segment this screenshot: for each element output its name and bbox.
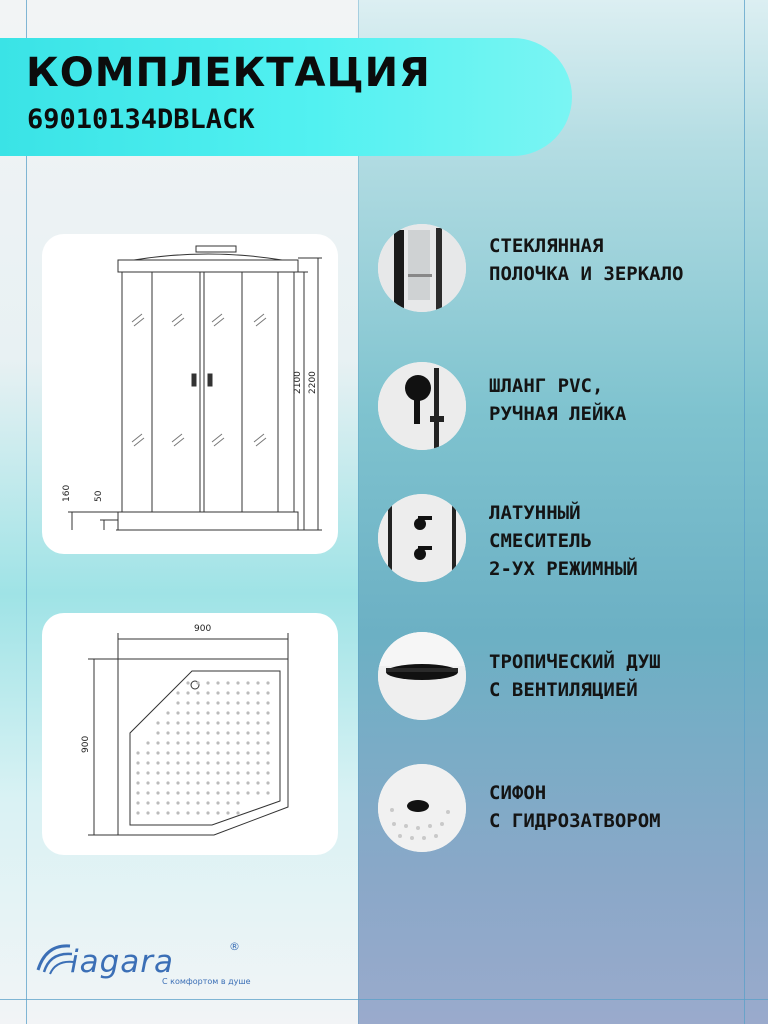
top-view-card: [42, 613, 338, 855]
dim-depth: 900: [81, 735, 91, 753]
guide-line: [0, 999, 768, 1000]
dim-base-height: 50: [94, 490, 104, 502]
mixer-photo: [378, 494, 466, 582]
feature-label-1: СТЕКЛЯННАЯ ПОЛОЧКА И ЗЕРКАЛО: [489, 235, 684, 285]
brand-name: iagara: [70, 944, 175, 980]
feature-label-2: ШЛАНГ PVC, РУЧНАЯ ЛЕЙКА: [489, 375, 627, 425]
feature-label-4: ТРОПИЧЕСКИЙ ДУШ С ВЕНТИЛЯЦИЕЙ: [489, 651, 661, 701]
top-view-drawing: [42, 613, 338, 855]
hand-shower-photo: [378, 362, 466, 450]
brand-tagline: С комфортом в душе: [162, 977, 251, 986]
dim-cabin-height: 2100: [293, 371, 303, 394]
front-view-drawing: [42, 234, 338, 554]
page-title: КОМПЛЕКТАЦИЯ: [26, 50, 431, 96]
siphon-photo: [378, 764, 466, 852]
dim-width: 900: [194, 624, 212, 634]
front-view-card: [42, 234, 338, 554]
dim-tray-height: 160: [62, 484, 72, 502]
guide-line: [744, 0, 745, 1024]
glass-shelf-mirror-photo: [378, 224, 466, 312]
feature-label-3: ЛАТУННЫЙ СМЕСИТЕЛЬ 2-УХ РЕЖИМНЫЙ: [489, 502, 638, 580]
feature-label-5: СИФОН С ГИДРОЗАТВОРОМ: [489, 782, 661, 832]
rain-shower-photo: [378, 632, 466, 720]
model-number: 69010134DBLACK: [27, 104, 255, 135]
dim-total-height: 2200: [308, 371, 318, 394]
registered-mark: ®: [229, 940, 240, 953]
